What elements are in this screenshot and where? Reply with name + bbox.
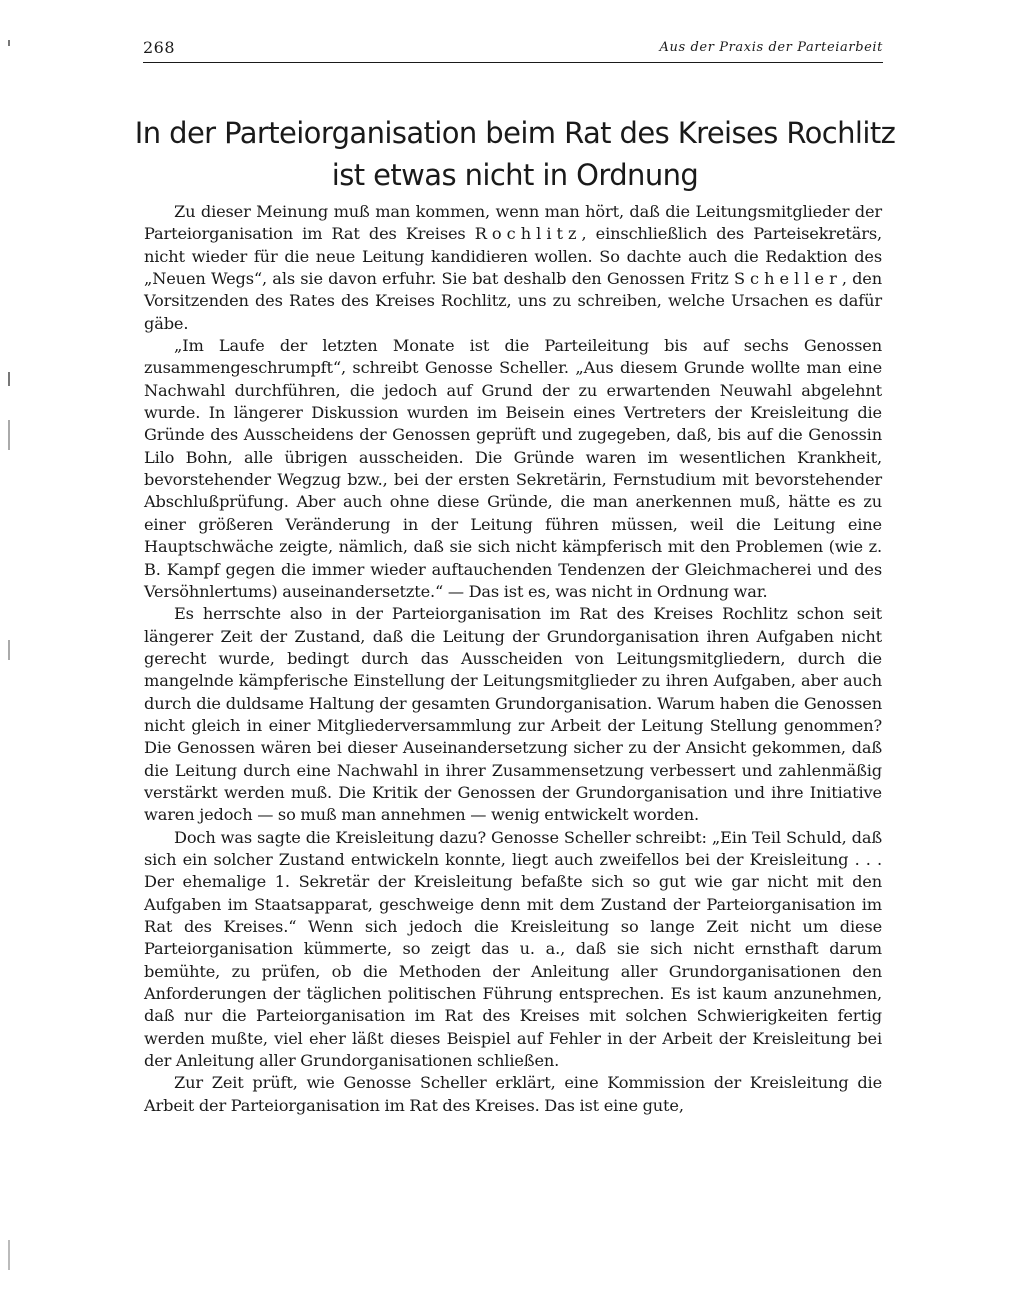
emphasis-scheller: Scheller bbox=[733, 269, 842, 289]
article-title bbox=[130, 112, 900, 196]
paragraph-3: Es herrschte also in der Parteiorganisation im Rat des Kreises Rochlitz schon seit längerer Zeit der Zustand, daß die Leitung der Grundorganisation ihren Aufgaben nicht gerecht wurde, bedingt durch das Ausscheiden von Leitungsmitgliedern, durch die mangelnde kämpferische Einstellung der Leitungsmitglieder zu ihren Aufgaben, aber auch durch die duldsame Haltung der gesamten Grundorganisation. Warum haben die Genossen nicht gleich in einer Mitgliederversammlung zur Arbeit der Leitung Stellung genommen? Die Genossen wären bei dieser Auseinandersetzung sicher zu der Ansicht gekommen, daß die Leitung durch eine Nachwahl in ihrer Zusammensetzung verbessert und zahlenmäßig verstärkt werden muß. Die Kritik der Genossen der Grundorganisation und ihre Initiative waren jedoch — so muß man annehmen — wenig entwickelt worden. bbox=[144, 604, 882, 825]
paragraph-1 bbox=[144, 201, 882, 335]
scan-mark bbox=[8, 372, 10, 386]
scan-mark bbox=[8, 1240, 10, 1270]
paragraph-1-text-e: , den Vorsitzenden des Rates des Kreises Rochlitz, uns zu schreiben, welche Ursachen es dafür gäbe. bbox=[144, 269, 883, 333]
article-title-line-2: ist etwas nicht in Ordnung bbox=[331, 158, 699, 192]
scan-mark bbox=[8, 420, 10, 450]
page-number: 268 bbox=[143, 38, 176, 57]
scan-mark bbox=[8, 40, 10, 46]
article-body bbox=[144, 201, 882, 1117]
header-rule bbox=[143, 62, 883, 63]
paragraph-4: Doch was sagte die Kreisleitung dazu? Genosse Scheller schreibt: „Ein Teil Schuld, daß sich ein solcher Zustand entwickeln konnte, liegt auch zweifellos bei der Kreisleitung . . . Der ehemalige 1. Sekretär der Kreisleitung befaßte sich so gut wie gar nicht mit den Aufgaben im Staatsapparat, geschweige denn mit dem Zustand der Parteiorganisation im Rat des Kreises.“ Wenn sich jedoch die Kreisleitung so lange Zeit nicht um diese Parteiorganisation kümmerte, so zeigt das u. a., daß sie sich nicht ernsthaft darum bemühte, zu prüfen, ob die Methoden der Anleitung aller Grundorganisationen den Anforderungen der täglichen politischen Führung entsprechen. Es ist kaum anzunehmen, daß nur die Parteiorganisation im Rat des Kreises mit solchen Schwierigkeiten fertig werden mußte, viel eher läßt dieses Beispiel auf Fehler in der Arbeit der Kreisleitung bei der Anleitung aller Grundorganisationen schließen. bbox=[144, 827, 882, 1071]
paragraph-5: Zur Zeit prüft, wie Genosse Scheller erklärt, eine Kommission der Kreisleitung die Arbeit der Parteiorganisation im Rat des Kreises. Das ist eine gute, bbox=[144, 1073, 882, 1115]
emphasis-rochlitz: Rochlitz bbox=[474, 224, 582, 244]
page-header bbox=[143, 38, 883, 60]
article-title-line-1: In der Parteiorganisation beim Rat des Kreises Rochlitz bbox=[134, 116, 896, 150]
running-head: Aus der Praxis der Parteiarbeit bbox=[659, 40, 883, 55]
paragraph-1-text-c: , einschließlich des Parteisekretärs, nicht wieder für die neue Leitung kandidieren wollen. So dachte auch die Redaktion des „Neuen Wegs“, als sie davon erfuhr. Sie bat deshalb den Genossen Fritz bbox=[144, 224, 882, 289]
paragraph-1-text-a: Zu dieser Meinung muß man kommen, wenn man hört, daß die Leitungsmitglieder der Parteiorganisation im Rat des Kreises bbox=[144, 202, 882, 244]
scan-mark bbox=[8, 640, 10, 660]
paragraph-2: „Im Laufe der letzten Monate ist die Parteileitung bis auf sechs Genossen zusammengeschrumpft“, schreibt Genosse Scheller. „Aus diesem Grunde wollte man eine Nachwahl durchführen, die jedoch auf Grund der zu erwartenden Neuwahl abgelehnt wurde. In längerer Diskussion wurden im Beisein eines Vertreters der Kreisleitung die Gründe des Ausscheidens der Genossen geprüft und zugegeben, daß, bis auf die Genossin Lilo Bohn, alle übrigen ausscheiden. Die Gründe waren im wesentlichen Krankheit, bevorstehender Wegzug bzw., bei der ersten Sekretärin, Fernstudium mit bevorstehender Abschlußprüfung. Aber auch ohne diese Gründe, die man anerkennen muß, hätte es zu einer größeren Veränderung in der Leitung führen müssen, weil die Leitung eine Hauptschwäche zeigte, nämlich, daß sie sich nicht kämpferisch mit den Problemen (wie z. B. Kampf gegen die immer wieder auftauchenden Tendenzen der Gleichmacherei und des Versöhnlertums) auseinandersetzte.“ — Das ist es, was nicht in Ordnung war. bbox=[144, 336, 882, 601]
